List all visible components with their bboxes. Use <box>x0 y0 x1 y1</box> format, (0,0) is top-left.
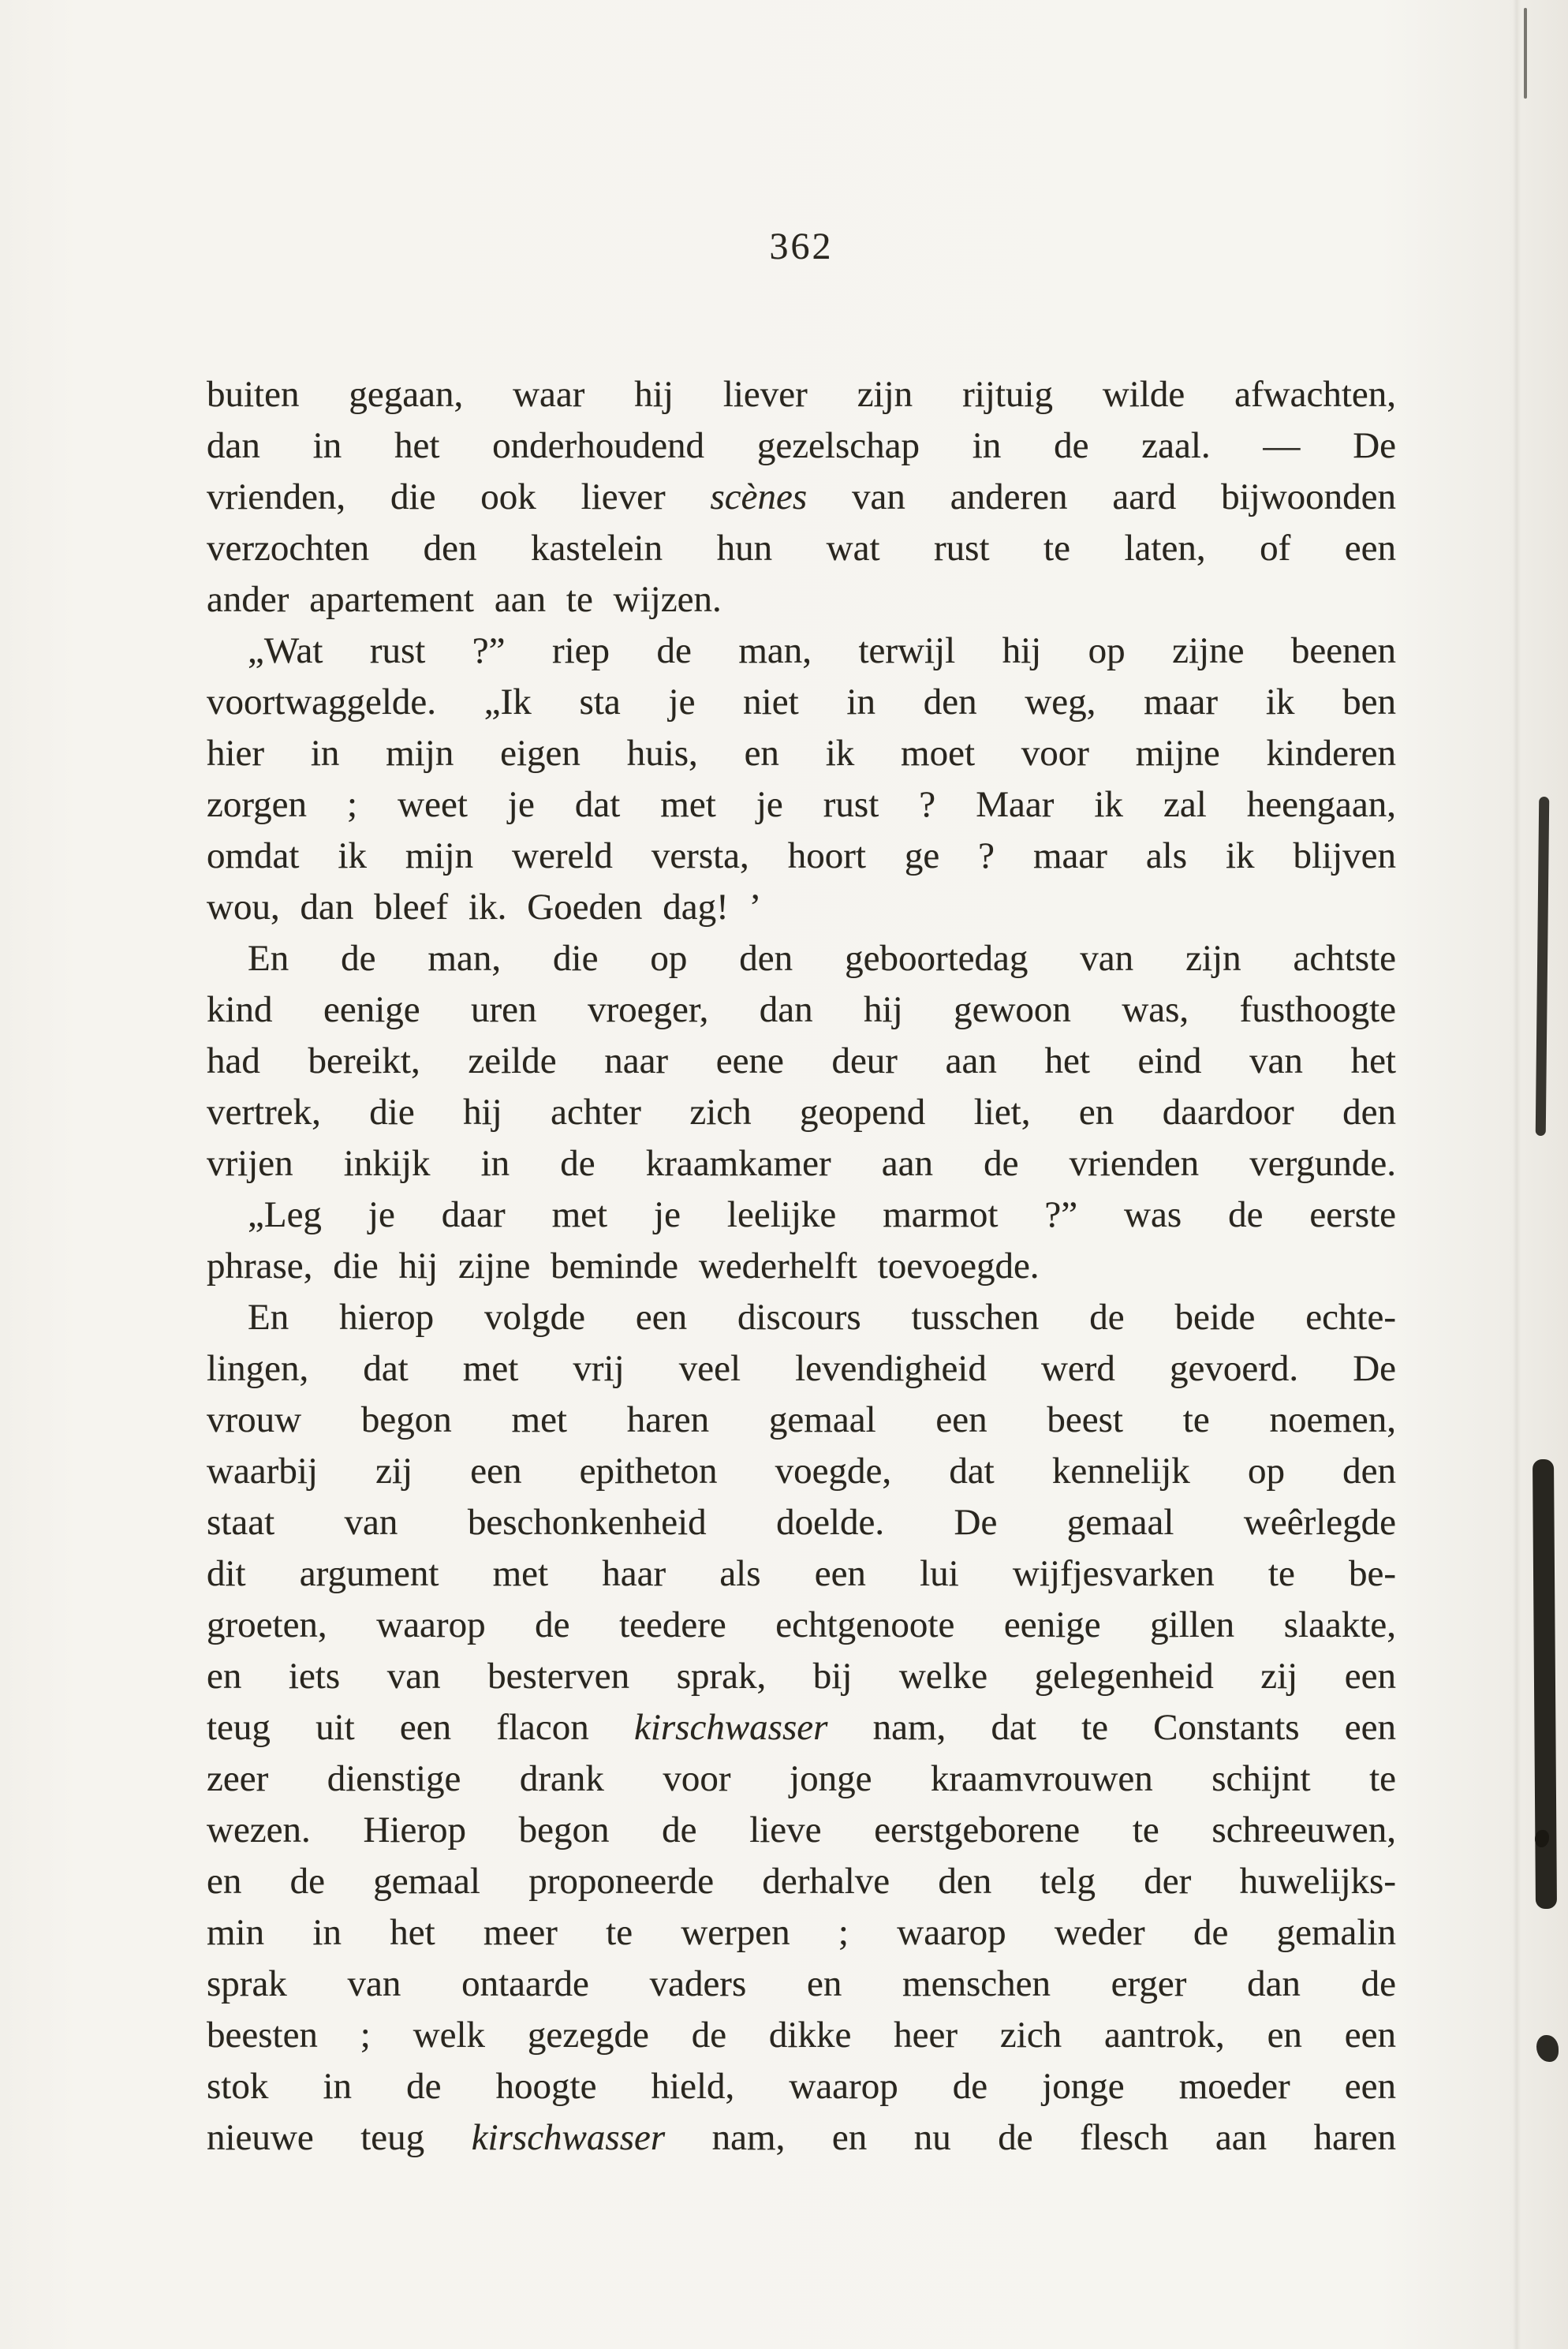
text-line <box>207 1343 1396 1395</box>
text-segment: en de gemaal proponeerde derhalve den telg der huwelijks- <box>207 1861 1396 1902</box>
text-segment: verzochten den kastelein hun wat rust te laten, of een <box>207 528 1396 569</box>
text-segment: staat van beschonkenheid doelde. De gemaal weêrlegde <box>207 1502 1396 1543</box>
text-segment: vrijen inkijk in de kraamkamer aan de vrienden vergunde. <box>207 1143 1396 1184</box>
page-fold-crease <box>1513 0 1521 2349</box>
page-number: 362 <box>769 226 834 267</box>
text-segment: zorgen ; weet je dat met je rust ? Maar ik zal heengaan, <box>207 784 1396 825</box>
text-line <box>207 1651 1396 1702</box>
text-segment: dan in het onderhoudend gezelschap in de zaal. — De <box>207 425 1396 466</box>
text-line <box>207 2010 1396 2061</box>
text-segment: hier in mijn eigen huis, en ik moet voor mijne kinderen <box>207 733 1396 774</box>
text-line <box>207 2112 1396 2164</box>
text-line <box>207 1189 1396 1241</box>
text-line <box>207 1241 1396 1292</box>
text-line <box>207 369 1396 420</box>
text-line <box>207 1036 1396 1087</box>
text-line <box>207 1600 1396 1651</box>
text-line <box>207 779 1396 831</box>
text-segment: beesten ; welk gezegde de dikke heer zich aantrok, en een <box>207 2015 1396 2056</box>
text-segment: wezen. Hierop begon de lieve eerstgeborene te schreeuwen, <box>207 1809 1396 1850</box>
text-segment: En hierop volgde een discours tusschen de beide echte- <box>248 1297 1396 1338</box>
text-segment: nam, en nu de flesch aan haren <box>665 2117 1396 2158</box>
text-segment: zeer dienstige drank voor jonge kraamvrouwen schijnt te <box>207 1758 1396 1799</box>
text-segment: nam, dat te Constants een <box>827 1707 1396 1748</box>
text-segment: voortwaggelde. „Ik sta je niet in den weg, maar ik ben <box>207 682 1396 723</box>
text-line <box>207 420 1396 472</box>
text-segment: teug uit een flacon <box>207 1707 634 1748</box>
text-line <box>207 1446 1396 1497</box>
text-line <box>207 1856 1396 1907</box>
text-segment: buiten gegaan, waar hij liever zijn rijtuig wilde afwachten, <box>207 374 1396 415</box>
text-segment: vertrek, die hij achter zich geopend liet, en daardoor den <box>207 1092 1396 1133</box>
text-segment: wou, dan bleef ik. Goeden dag! ’ <box>207 887 762 928</box>
text-line <box>207 1753 1396 1805</box>
text-line <box>207 1087 1396 1138</box>
text-segment-italic: scènes <box>710 476 808 517</box>
text-segment: „Wat rust ?” riep de man, terwijl hij op zijne beenen <box>248 630 1396 671</box>
text-segment: phrase, die hij zijne beminde wederhelft toevoegde. <box>207 1245 1040 1287</box>
text-segment: „Leg je daar met je leelijke marmot ?” was de eerste <box>248 1194 1396 1235</box>
text-segment: min in het meer te werpen ; waarop weder de gemalin <box>207 1912 1396 1953</box>
text-line <box>207 1548 1396 1600</box>
text-line <box>207 1805 1396 1856</box>
text-line <box>207 1907 1396 1959</box>
text-segment: stok in de hoogte hield, waarop de jonge moeder een <box>207 2066 1396 2107</box>
scan-artifact-edge-line <box>1524 8 1527 99</box>
text-segment: had bereikt, zeilde naar eene deur aan het eind van het <box>207 1040 1396 1081</box>
text-line <box>207 1497 1396 1548</box>
text-segment-italic: kirschwasser <box>633 1707 828 1748</box>
text-line <box>207 1959 1396 2010</box>
text-line <box>207 574 1396 626</box>
text-segment: en iets van besterven sprak, bij welke gelegenheid zij een <box>207 1656 1396 1697</box>
text-segment: En de man, die op den geboortedag van zijn achtste <box>248 938 1396 979</box>
text-segment: vrouw begon met haren gemaal een beest te noemen, <box>207 1399 1396 1440</box>
text-line <box>207 728 1396 779</box>
text-segment: omdat ik mijn wereld versta, hoort ge ? maar als ik blijven <box>207 835 1396 876</box>
text-segment: groeten, waarop de teedere echtgenoote eenige gillen slaakte, <box>207 1604 1396 1645</box>
scan-artifact-speck <box>1536 2035 1559 2062</box>
text-segment: van anderen aard bijwoonden <box>807 476 1396 517</box>
text-line <box>207 1292 1396 1343</box>
text-line <box>207 831 1396 882</box>
text-line <box>207 1702 1396 1753</box>
text-line <box>207 2061 1396 2112</box>
text-line <box>207 882 1396 933</box>
text-line <box>207 1138 1396 1189</box>
text-line <box>207 523 1396 574</box>
text-segment: nieuwe teug <box>207 2117 472 2158</box>
text-segment: lingen, dat met vrij veel levendigheid werd gevoerd. De <box>207 1348 1396 1389</box>
text-line <box>207 933 1396 984</box>
text-line <box>207 1395 1396 1446</box>
text-segment-italic: kirschwasser <box>471 2117 666 2158</box>
text-segment: waarbij zij een epitheton voegde, dat kennelijk op den <box>207 1451 1396 1492</box>
text-segment: kind eenige uren vroeger, dan hij gewoon was, fusthoogte <box>207 989 1396 1030</box>
text-segment: dit argument met haar als een lui wijfjesvarken te be- <box>207 1553 1396 1594</box>
text-line <box>207 472 1396 523</box>
text-block <box>207 369 1396 2164</box>
text-line <box>207 677 1396 728</box>
text-segment: ander apartement aan te wijzen. <box>207 579 722 620</box>
text-line <box>207 626 1396 677</box>
text-segment: sprak van ontaarde vaders en menschen erger dan de <box>207 1963 1396 2004</box>
text-segment: vrienden, die ook liever <box>207 476 711 517</box>
scan-artifact-ink-streak <box>1536 797 1550 1136</box>
text-line <box>207 984 1396 1036</box>
